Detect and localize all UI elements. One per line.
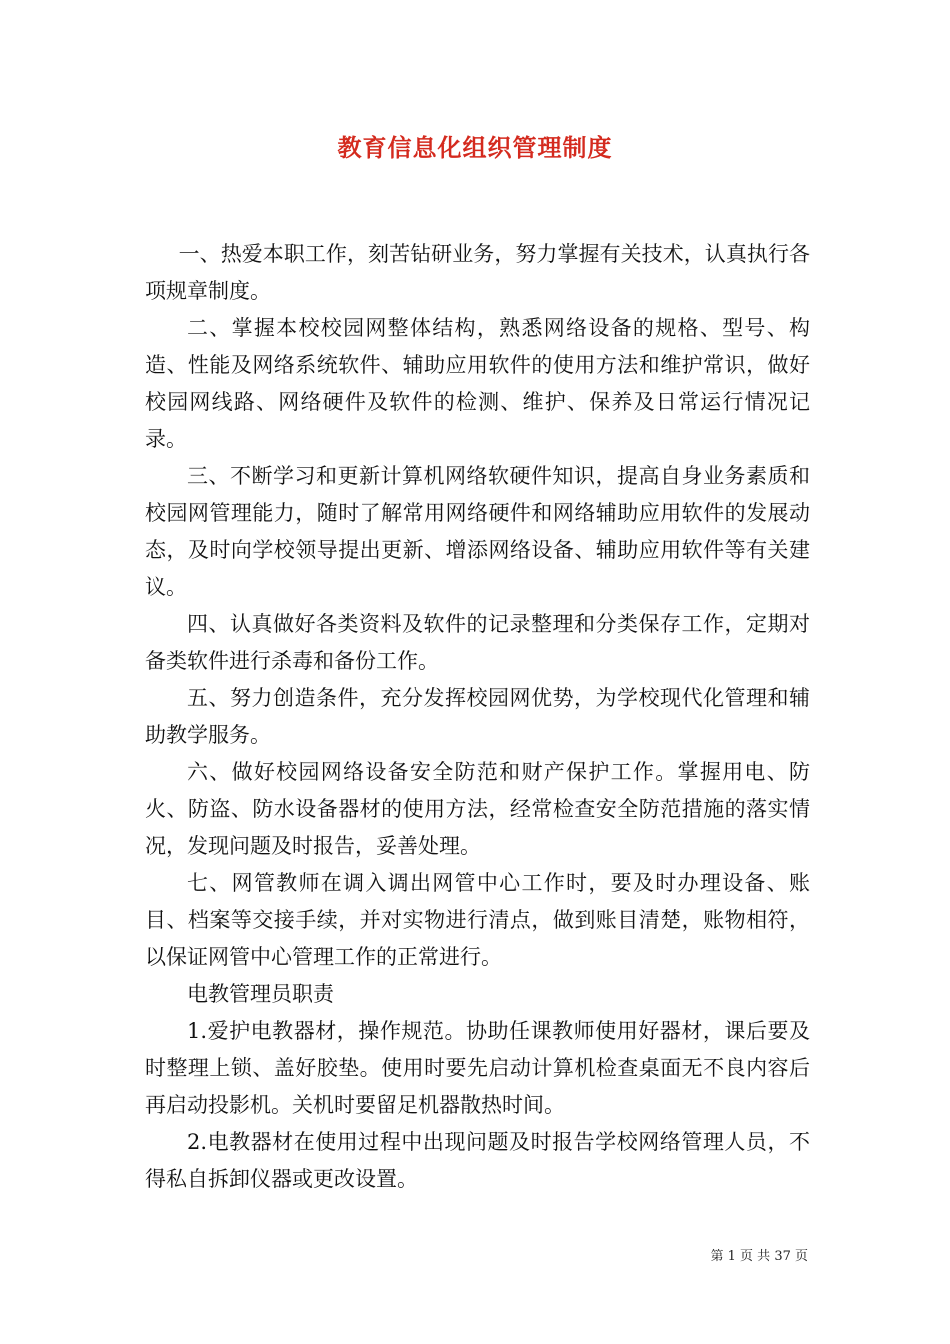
- document-body: [145, 236, 810, 1198]
- paragraph-2: 二、掌握本校校园网整体结构，熟悉网络设备的规格、型号、构造、性能及网络系统软件、辅助应用软件的使用方法和维护常识，做好校园网线路、网络硬件及软件的检测、维护、保养及日常运行情况记录。: [145, 316, 810, 451]
- paragraph-duty-2: 2.电教器材在使用过程中出现问题及时报告学校网络管理人员，不得私自拆卸仪器或更改设置。: [145, 1130, 810, 1191]
- page-number-footer: 第 1 页 共 37 页: [710, 1249, 808, 1264]
- paragraph-5: 五、努力创造条件，充分发挥校园网优势，为学校现代化管理和辅助教学服务。: [145, 686, 810, 747]
- paragraph-4: 四、认真做好各类资料及软件的记录整理和分类保存工作，定期对备类软件进行杀毒和备份工作。: [145, 612, 810, 673]
- document-title: 教育信息化组织管理制度: [337, 134, 613, 162]
- paragraph-7: 七、网管教师在调入调出网管中心工作时，要及时办理设备、账目、档案等交接手续，并对实物进行清点，做到账目清楚，账物相符，以保证网管中心管理工作的正常进行。: [145, 871, 810, 969]
- paragraph-1: 一、热爱本职工作，刻苦钻研业务，努力掌握有关技术，认真执行各项规章制度。: [145, 242, 810, 303]
- section-heading-duties: 电教管理员职责: [187, 982, 334, 1006]
- paragraph-duty-1: 1.爱护电教器材，操作规范。协助任课教师使用好器材，课后要及时整理上锁、盖好胶垫。使用时要先启动计算机检查桌面无不良内容后再启动投影机。关机时要留足机器散热时间。: [145, 1019, 810, 1117]
- paragraph-6: 六、做好校园网络设备安全防范和财产保护工作。掌握用电、防火、防盗、防水设备器材的使用方法，经常检查安全防范措施的落实情况，发现问题及时报告，妥善处理。: [145, 760, 810, 858]
- paragraph-3: 三、不断学习和更新计算机网络软硬件知识，提高自身业务素质和校园网管理能力，随时了解常用网络硬件和网络辅助应用软件的发展动态，及时向学校领导提出更新、增添网络设备、辅助应用软件等有关建议。: [145, 464, 810, 599]
